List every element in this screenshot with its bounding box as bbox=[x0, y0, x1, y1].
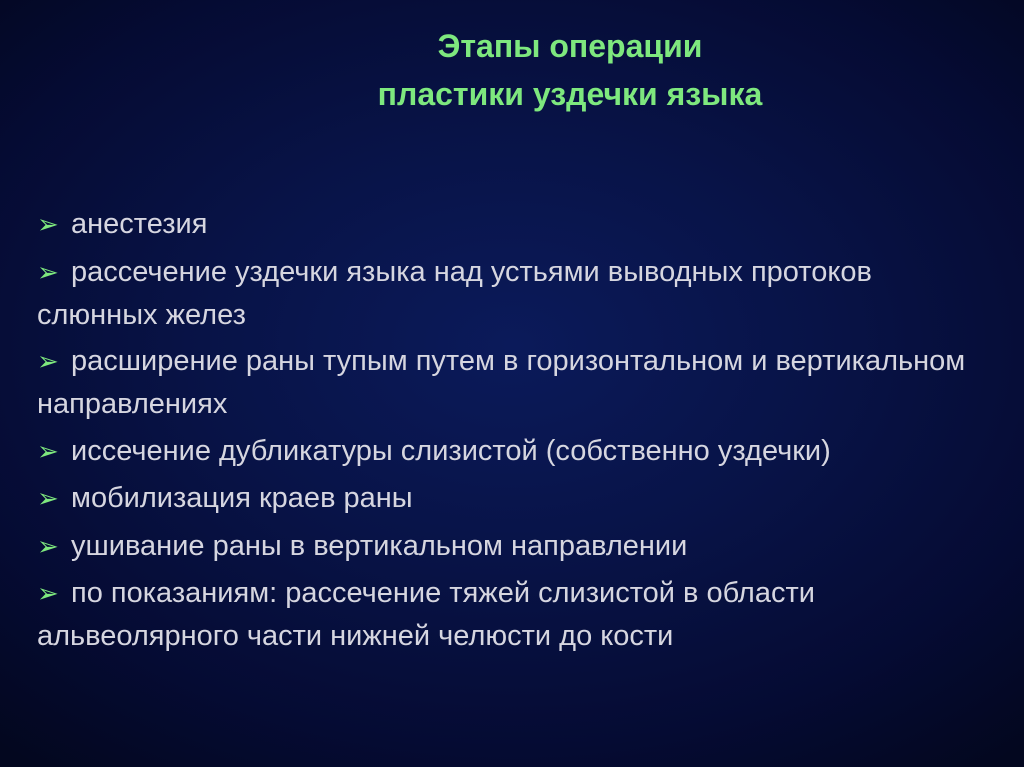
bullet-item-wound-widening bbox=[37, 340, 997, 425]
arrow-bullet-icon: ➢ bbox=[37, 210, 59, 240]
arrow-bullet-icon: ➢ bbox=[37, 484, 59, 514]
title-line-1: Этапы операции bbox=[437, 28, 703, 64]
slide-title bbox=[300, 22, 840, 118]
bullet-item-wound-suturing bbox=[37, 525, 997, 568]
bullet-text: анестезия bbox=[71, 208, 208, 240]
arrow-bullet-icon: ➢ bbox=[37, 579, 59, 609]
bullet-text: рассечение уздечки языка над устьями выводных протоков слюнных желез bbox=[37, 255, 872, 331]
bullet-text: мобилизация краев раны bbox=[71, 482, 413, 514]
arrow-bullet-icon: ➢ bbox=[37, 257, 59, 288]
bullet-text: по показаниям: рассечение тяжей слизистой в области альвеолярного части нижней челюсти до кости bbox=[37, 577, 815, 652]
bullet-item-frenulum-incision bbox=[37, 251, 997, 336]
bullet-item-edge-mobilization bbox=[37, 477, 997, 520]
bullet-text: ушивание раны в вертикальном направлении bbox=[71, 529, 688, 562]
arrow-bullet-icon: ➢ bbox=[37, 436, 59, 467]
bullet-list bbox=[37, 203, 997, 662]
bullet-item-indications bbox=[37, 572, 997, 657]
bullet-text: иссечение дубликатуры слизистой (собственно уздечки) bbox=[71, 434, 831, 467]
bullet-item-anesthesia bbox=[37, 203, 997, 246]
bullet-item-duplicature-excision bbox=[37, 430, 997, 473]
bullet-text: расширение раны тупым путем в горизонтальном и вертикальном направлениях bbox=[37, 345, 966, 420]
title-line-2: пластики уздечки языка bbox=[377, 76, 763, 112]
arrow-bullet-icon: ➢ bbox=[37, 531, 59, 562]
arrow-bullet-icon: ➢ bbox=[37, 347, 59, 377]
